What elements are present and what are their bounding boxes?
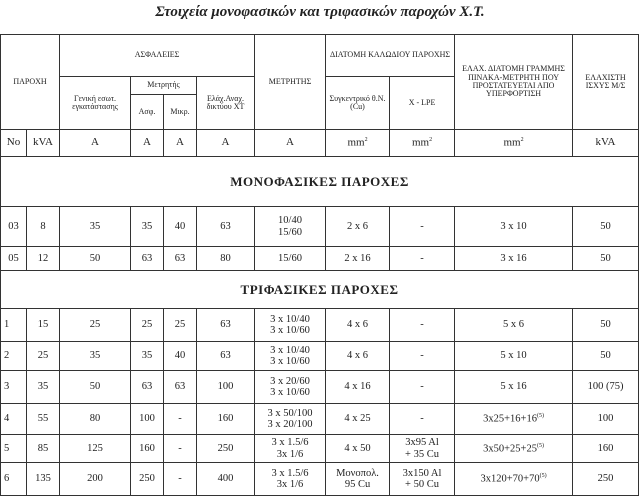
supply-table bbox=[0, 34, 639, 496]
cable-cu bbox=[326, 342, 390, 371]
meter-rating bbox=[255, 435, 326, 463]
row-kva: 135 bbox=[27, 463, 60, 496]
meter-rating bbox=[255, 342, 326, 371]
unit-cell: A bbox=[164, 130, 197, 157]
fuse-meter-mikr: - bbox=[164, 404, 197, 435]
meter-rating-line1: 3 x 1.5/6 bbox=[271, 467, 309, 479]
header-xlpe: X - LPE bbox=[390, 77, 455, 130]
cable-cu-line1: 4 x 6 bbox=[347, 350, 369, 362]
cable-xlpe-line1: 3x95 Al bbox=[405, 437, 439, 449]
meter-rating-line2: 3 x 20/100 bbox=[267, 419, 313, 430]
min-line-section: 3 x 16 bbox=[455, 247, 573, 271]
row-no: 05 bbox=[1, 247, 27, 271]
meter-rating-line2: 3 x 10/60 bbox=[270, 387, 310, 398]
cable-xlpe-line1: - bbox=[420, 350, 424, 362]
meter-rating-line1: 3 x 20/60 bbox=[270, 375, 310, 387]
table-row bbox=[1, 309, 639, 342]
table-row bbox=[1, 247, 639, 271]
row-kva: 12 bbox=[27, 247, 60, 271]
cable-xlpe-line2: + 35 Cu bbox=[405, 448, 439, 460]
min-line-section: $3x50+25+25^{(5)}$ bbox=[455, 435, 573, 463]
min-line-section: 5 x 16 bbox=[455, 371, 573, 404]
cable-cu bbox=[326, 404, 390, 435]
cable-xlpe bbox=[390, 463, 455, 496]
header-elaxisti-isxys: ΕΛΑΧΙΣΤΗ ΙΣΧΥΣ Μ/Σ bbox=[573, 35, 639, 130]
fuse-meter-asf: 100 bbox=[131, 404, 164, 435]
fuse-general: 50 bbox=[60, 371, 131, 404]
cable-cu: 2 x 6 bbox=[326, 207, 390, 247]
mono-rows bbox=[1, 207, 639, 271]
fuse-meter-asf: 250 bbox=[131, 463, 164, 496]
header-metritis-group: Μετρητής bbox=[131, 77, 197, 95]
row-no: 4 bbox=[1, 404, 27, 435]
row-kva: 8 bbox=[27, 207, 60, 247]
cable-xlpe bbox=[390, 435, 455, 463]
meter-rating-line1: 3 x 10/40 bbox=[270, 344, 310, 356]
min-line-section: $3x25+16+16^{(5)}$ bbox=[455, 404, 573, 435]
meter-rating bbox=[255, 247, 326, 271]
cable-cu-line1: 4 x 25 bbox=[344, 413, 371, 425]
header-diatomi: ΔΙΑΤΟΜΗ ΚΑΛΩΔΙΟΥ ΠΑΡΟΧΗΣ bbox=[326, 35, 455, 77]
meter-rating bbox=[255, 404, 326, 435]
unit-cell: A bbox=[197, 130, 255, 157]
unit-cell: $mm^2$ bbox=[455, 130, 573, 157]
fuse-meter-asf: 35 bbox=[131, 342, 164, 371]
fuse-meter-mikr: 63 bbox=[164, 371, 197, 404]
cable-xlpe-line1: 3x150 Al bbox=[402, 467, 442, 479]
cable-xlpe bbox=[390, 404, 455, 435]
fuse-network: 100 bbox=[197, 371, 255, 404]
row-no: 03 bbox=[1, 207, 27, 247]
cable-xlpe-line1: - bbox=[420, 319, 424, 331]
meter-rating-line1: 10/40 bbox=[278, 215, 302, 227]
fuse-general: 200 bbox=[60, 463, 131, 496]
min-transformer: 160 bbox=[573, 435, 639, 463]
cable-xlpe-line1: - bbox=[420, 381, 424, 393]
min-transformer: 250 bbox=[573, 463, 639, 496]
row-kva: 55 bbox=[27, 404, 60, 435]
meter-rating bbox=[255, 463, 326, 496]
row-no: 6 bbox=[1, 463, 27, 496]
fuse-meter-mikr: 40 bbox=[164, 207, 197, 247]
meter-rating-line2: 3x 1/6 bbox=[276, 448, 304, 460]
fuse-network: 250 bbox=[197, 435, 255, 463]
row-kva: 15 bbox=[27, 309, 60, 342]
tri-rows bbox=[1, 309, 639, 496]
row-kva: 35 bbox=[27, 371, 60, 404]
fuse-meter-mikr: 40 bbox=[164, 342, 197, 371]
header-geniki: Γενική εσωτ. εγκατάστασης bbox=[60, 77, 131, 130]
meter-rating-line1: 3 x 1.5/6 bbox=[271, 437, 309, 449]
unit-cell: A bbox=[131, 130, 164, 157]
fuse-general: 35 bbox=[60, 342, 131, 371]
cable-cu: 2 x 16 bbox=[326, 247, 390, 271]
header-metritis: ΜΕΤΡΗΤΗΣ bbox=[255, 35, 326, 130]
row-no: 3 bbox=[1, 371, 27, 404]
meter-rating-line2: 3 x 10/60 bbox=[270, 356, 310, 367]
cable-xlpe bbox=[390, 309, 455, 342]
fuse-meter-asf: 63 bbox=[131, 247, 164, 271]
meter-rating-line2: 15/60 bbox=[278, 226, 302, 238]
fuse-network: 80 bbox=[197, 247, 255, 271]
fuse-meter-mikr: 63 bbox=[164, 247, 197, 271]
row-kva: 25 bbox=[27, 342, 60, 371]
cable-cu-line1: 4 x 50 bbox=[344, 442, 371, 454]
meter-rating bbox=[255, 207, 326, 247]
min-transformer: 50 bbox=[573, 207, 639, 247]
cable-cu-line2: 95 Cu bbox=[344, 479, 371, 490]
header-elax-anax: Ελάχ.Αναχ. δικτύου ΧΤ bbox=[197, 77, 255, 130]
unit-cell: kVA bbox=[27, 130, 60, 157]
meter-rating bbox=[255, 371, 326, 404]
cable-xlpe: - bbox=[390, 207, 455, 247]
fuse-meter-asf: 63 bbox=[131, 371, 164, 404]
header-paroxi: ΠΑΡΟΧΗ bbox=[1, 35, 60, 130]
min-transformer: 50 bbox=[573, 342, 639, 371]
fuse-network: 63 bbox=[197, 309, 255, 342]
section-tri-title: ΤΡΙΦΑΣΙΚΕΣ ΠΑΡΟΧΕΣ bbox=[1, 271, 639, 309]
header-elax-diatomi: ΕΛΑΧ. ΔΙΑΤΟΜΗ ΓΡΑΜΜΗΣ ΠΙΝΑΚΑ-ΜΕΤΡΗΤΗ ΠΟΥ ΠΡΟΣΤΑΤΕΥΕΤΑΙ ΑΠΟ ΥΠΕΡΦΟΡΤΙΣΗ bbox=[455, 35, 573, 130]
unit-cell: $mm^2$ bbox=[390, 130, 455, 157]
fuse-general: 50 bbox=[60, 247, 131, 271]
cable-cu-line1: 4 x 16 bbox=[344, 381, 371, 393]
meter-rating-line1: 15/60 bbox=[278, 252, 302, 264]
cable-cu bbox=[326, 435, 390, 463]
row-kva: 85 bbox=[27, 435, 60, 463]
unit-cell: A bbox=[60, 130, 131, 157]
units-row bbox=[1, 130, 639, 157]
fuse-meter-asf: 35 bbox=[131, 207, 164, 247]
cable-xlpe: - bbox=[390, 247, 455, 271]
header-asfaleies: ΑΣΦΑΛΕΙΕΣ bbox=[60, 35, 255, 77]
fuse-network: 400 bbox=[197, 463, 255, 496]
min-line-section: 5 x 6 bbox=[455, 309, 573, 342]
unit-cell: No bbox=[1, 130, 27, 157]
section-mono-title: ΜΟΝΟΦΑΣΙΚΕΣ ΠΑΡΟΧΕΣ bbox=[1, 157, 639, 207]
min-line-section: $3x120+70+70^{(5)}$ bbox=[455, 463, 573, 496]
fuse-meter-mikr: - bbox=[164, 435, 197, 463]
meter-rating-line2: 3 x 10/60 bbox=[270, 325, 310, 336]
cable-cu-line1: Μονοπολ. bbox=[336, 467, 379, 479]
unit-cell: kVA bbox=[573, 130, 639, 157]
unit-cell: A bbox=[255, 130, 326, 157]
cable-xlpe-line1: - bbox=[420, 413, 424, 425]
cable-cu bbox=[326, 371, 390, 404]
fuse-meter-asf: 25 bbox=[131, 309, 164, 342]
row-no: 5 bbox=[1, 435, 27, 463]
row-no: 1 bbox=[1, 309, 27, 342]
fuse-network: 160 bbox=[197, 404, 255, 435]
header-sygkentrika: Συγκεντρικό θ.Ν. (Cu) bbox=[326, 77, 390, 130]
fuse-network: 63 bbox=[197, 207, 255, 247]
fuse-meter-mikr: 25 bbox=[164, 309, 197, 342]
fuse-general: 35 bbox=[60, 207, 131, 247]
fuse-general: 25 bbox=[60, 309, 131, 342]
min-transformer: 50 bbox=[573, 247, 639, 271]
cable-xlpe bbox=[390, 342, 455, 371]
meter-rating-line1: 3 x 50/100 bbox=[267, 407, 313, 419]
min-line-section: 3 x 10 bbox=[455, 207, 573, 247]
table-row bbox=[1, 342, 639, 371]
table-row bbox=[1, 371, 639, 404]
min-transformer: 50 bbox=[573, 309, 639, 342]
fuse-network: 63 bbox=[197, 342, 255, 371]
meter-rating bbox=[255, 309, 326, 342]
cable-xlpe bbox=[390, 371, 455, 404]
fuse-general: 80 bbox=[60, 404, 131, 435]
min-transformer: 100 (75) bbox=[573, 371, 639, 404]
header-mikr: Μικρ. bbox=[164, 95, 197, 130]
page-title: Στοιχεία μονοφασικών και τριφασικών παροχών Χ.Τ. bbox=[155, 4, 485, 20]
table-row bbox=[1, 435, 639, 463]
table-row bbox=[1, 207, 639, 247]
cable-xlpe-line2: + 50 Cu bbox=[405, 479, 439, 490]
fuse-meter-asf: 160 bbox=[131, 435, 164, 463]
min-transformer: 100 bbox=[573, 404, 639, 435]
table-row bbox=[1, 404, 639, 435]
header-asf: Ασφ. bbox=[131, 95, 164, 130]
cable-cu-line1: 4 x 6 bbox=[347, 319, 369, 331]
row-no: 2 bbox=[1, 342, 27, 371]
cable-cu bbox=[326, 309, 390, 342]
meter-rating-line1: 3 x 10/40 bbox=[270, 313, 310, 325]
fuse-meter-mikr: - bbox=[164, 463, 197, 496]
fuse-general: 125 bbox=[60, 435, 131, 463]
table-row bbox=[1, 463, 639, 496]
min-line-section: 5 x 10 bbox=[455, 342, 573, 371]
unit-cell: $mm^2$ bbox=[326, 130, 390, 157]
cable-cu bbox=[326, 463, 390, 496]
meter-rating-line2: 3x 1/6 bbox=[276, 479, 304, 490]
